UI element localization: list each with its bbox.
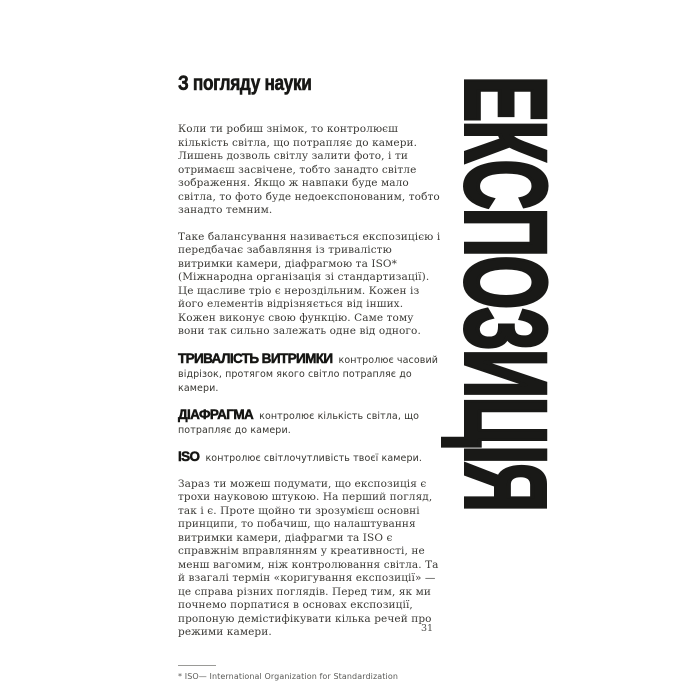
footnote-iso: * ISO— International Organization for Standardization <box>178 671 398 681</box>
term-aperture <box>178 408 442 438</box>
chapter-title-vertical: ЕКСПОЗИЦІЯ <box>441 76 569 511</box>
term-shutter-duration <box>178 352 442 396</box>
term-aperture-desc: контролює кількість світла, що потрапляє до камери. <box>178 410 420 436</box>
paragraph-outro: Зараз ти можеш подумати, що експозиція є трохи науковою штукою. На перший погляд, так і є. Проте щойно ти зрозумієш основні принципи, то побачиш, що налаштування витримки камери, діафрагми та ISO є справжнім вправлянням у креативності, не менш вагомим, ніж контролювання світла. Та й взагалі термін «коригування експозиції» — це справа різних поглядів. Перед тим, як ми почнемо порпатися в основах експозиції, пропоную демістифікувати кілька речей про режими камери. <box>178 477 439 638</box>
term-iso-label: ISO <box>178 448 200 464</box>
page-content <box>178 72 442 681</box>
term-aperture-label: ДІАФРАГМА <box>178 406 254 422</box>
page-title: З погляду науки <box>178 72 312 95</box>
term-shutter-duration-label: ТРИВАЛІСТЬ ВИТРИМКИ <box>178 350 333 366</box>
paragraph-balancing: Таке балансування називається експозицією і передбачає забавляння із тривалістю витримки камери, діафрагмою та ISO* (Міжнародна організація зі стандартизації). Це щасливе тріо є нероздільним. Кожен із його елементів відрізняється від інших. Кожен виконує свою функцію. Саме тому вони так сильно залежать одне від одного. <box>178 230 441 337</box>
paragraph-intro: Коли ти робиш знімок, то контролюєш кількість світла, що потрапляє до камери. Лишень дозволь світлу залити фото, і ти отримаєш засвічене, тобто занадто світле зображення. Якщо ж навпаки буде мало світла, то фото буде недоекспонованим, тобто занадто темним. <box>178 123 440 216</box>
term-shutter-duration-desc: контролює часовий відрізок, протягом якого світло потрапляє до камери. <box>178 354 439 394</box>
term-iso <box>178 450 442 466</box>
term-iso-desc: контролює світлочутливість твоєї камери. <box>205 452 423 464</box>
page-number: 31 <box>421 623 434 634</box>
footnote-divider <box>178 665 216 666</box>
